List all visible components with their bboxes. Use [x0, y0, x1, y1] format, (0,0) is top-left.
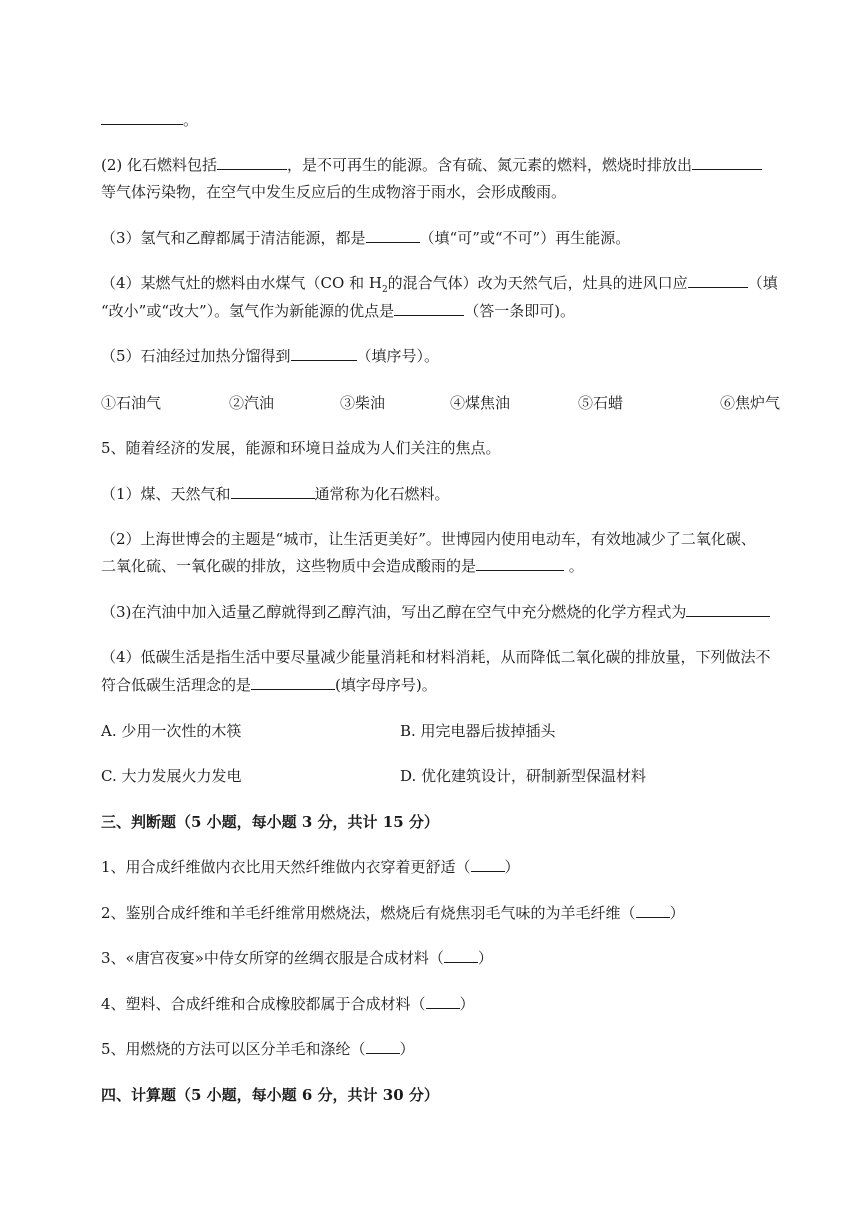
question-5-4: （4）低碳生活是指生活中要尽量减少能量消耗和材料消耗，从而降低二氧化碳的排放量，下列做法不 [101, 648, 771, 666]
judgement-2: 2、鉴别合成纤维和羊毛纤维常用燃烧法，燃烧后有烧焦羽毛气味的为羊毛纤维（ ） [101, 904, 685, 922]
answer-blank[interactable] [444, 948, 478, 963]
question-5-4-cont: 符合低碳生活理念的是 (填字母序号)。 [101, 676, 437, 694]
choice-b: B. 用完电器后拔掉插头 [400, 722, 556, 740]
section-4-heading: 四、计算题（5 小题，每小题 6 分，共计 30 分） [101, 1086, 439, 1104]
answer-blank[interactable] [394, 301, 464, 316]
section-3-heading: 三、判断题（5 小题，每小题 3 分，共计 15 分） [101, 813, 439, 831]
choice-d: D. 优化建筑设计，研制新型保温材料 [400, 767, 647, 785]
question-5-stem: 5、随着经济的发展，能源和环境日益成为人们关注的焦点。 [101, 439, 501, 457]
answer-blank[interactable] [251, 675, 335, 690]
judgement-3: 3、«唐宫夜宴»中侍女所穿的丝绸衣服是合成材料（ ） [101, 949, 493, 967]
answer-blank[interactable] [231, 484, 315, 499]
answer-blank[interactable] [426, 994, 460, 1009]
question-4-2: (2) 化石燃料包括 ，是不可再生的能源。含有硫、氮元素的燃料，燃烧时排放出 [101, 154, 804, 176]
answer-blank[interactable] [686, 602, 770, 617]
question-4-5: （5）石油经过加热分馏得到 （填序号）。 [101, 347, 440, 365]
question-4-3: （3）氢气和乙醇都属于清洁能源，都是 （填“可”或“不可”）再生能源。 [101, 229, 631, 247]
judgement-1: 1、用合成纤维做内衣比用天然纤维做内衣穿着更舒适（ ） [101, 858, 520, 876]
answer-blank[interactable] [217, 155, 287, 170]
option-item: ②汽油 [229, 394, 275, 412]
choice-c: C. 大力发展火力发电 [101, 767, 242, 785]
answer-blank[interactable] [366, 228, 420, 243]
answer-line-continuation: 。 [101, 109, 804, 131]
judgement-4: 4、塑料、合成纤维和合成橡胶都属于合成材料（ ） [101, 995, 475, 1013]
question-5-1: （1）煤、天然气和 通常称为化石燃料。 [101, 485, 450, 503]
question-4-4-cont: “改小”或“改大”）。氢气作为新能源的优点是 （答一条即可)。 [101, 302, 576, 320]
option-item: ⑥焦炉气 [720, 394, 781, 412]
question-5-2: （2）上海世博会的主题是“城市，让生活更美好”。世博园内使用电动车，有效地减少了二氧化碳、 [101, 530, 756, 548]
answer-blank[interactable] [636, 903, 670, 918]
option-item: ①石油气 [101, 394, 162, 412]
question-5-3: （3)在汽油中加入适量乙醇就得到乙醇汽油，写出乙醇在空气中充分燃烧的化学方程式为 [101, 601, 804, 623]
choice-a: A. 少用一次性的木筷 [101, 722, 242, 740]
question-5-2-cont: 二氧化硫、一氧化碳的排放，这些物质中会造成酸雨的是 。 [101, 557, 584, 575]
option-item: ③柴油 [340, 394, 386, 412]
option-item: ⑤石蜡 [578, 394, 624, 412]
question-4-4: （4）某燃气灶的燃料由水煤气（CO 和 $H_2$的混合气体）改为天然气后，灶具的进风口应 （填 [101, 274, 778, 295]
answer-blank[interactable] [291, 346, 357, 361]
answer-blank[interactable] [692, 155, 762, 170]
answer-blank[interactable] [366, 1039, 400, 1054]
answer-blank[interactable] [688, 273, 748, 288]
answer-blank[interactable] [471, 857, 505, 872]
option-item: ④煤焦油 [450, 394, 511, 412]
question-4-2-cont: 等气体污染物，在空气中发生反应后的生成物溶于雨水，会形成酸雨。 [101, 183, 567, 201]
judgement-5: 5、用燃烧的方法可以区分羊毛和涤纶（ ） [101, 1040, 415, 1058]
answer-blank[interactable] [476, 556, 564, 571]
answer-blank[interactable] [101, 110, 183, 125]
